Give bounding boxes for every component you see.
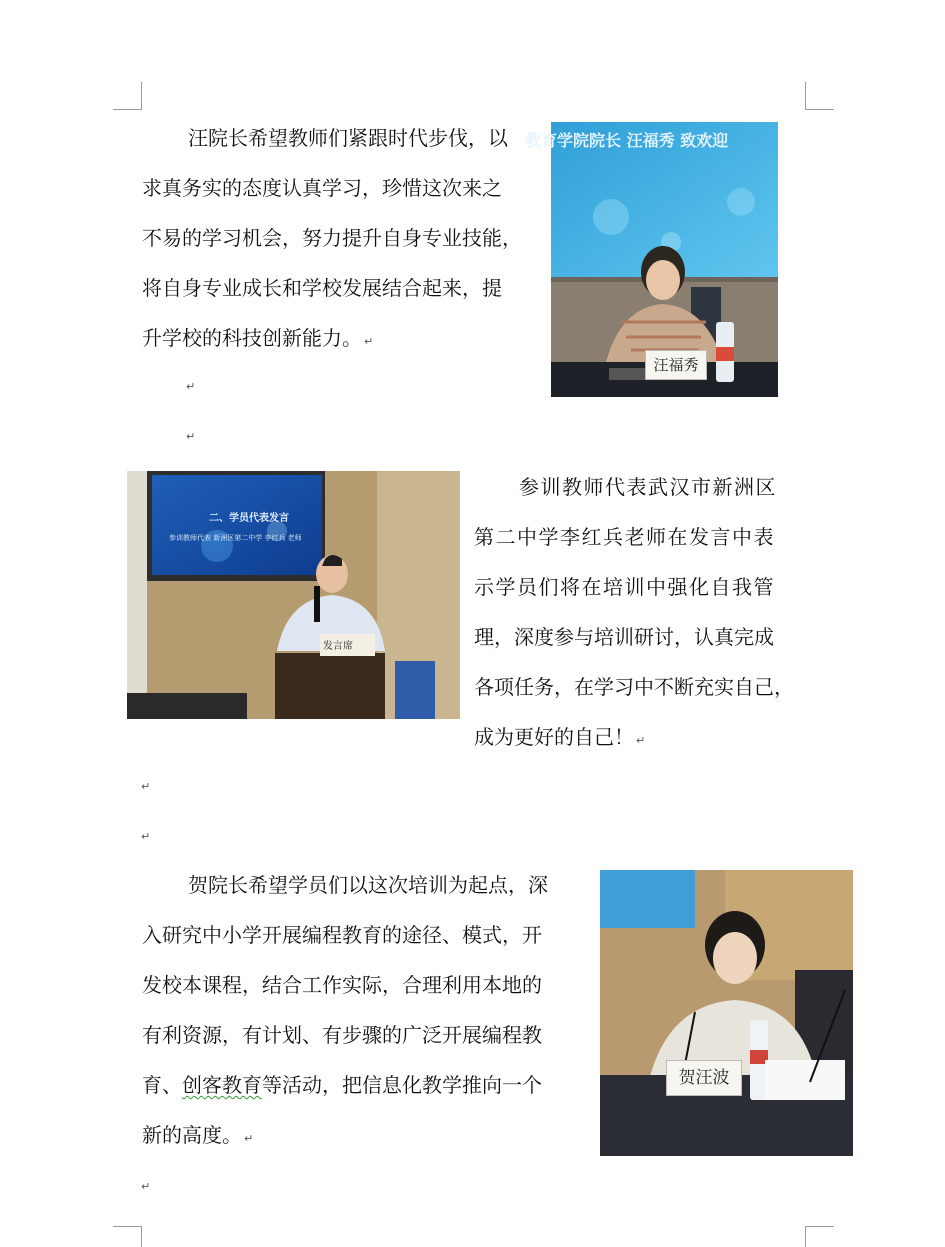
s2-line-5: 各项任务，在学习中不断充实自己， [474, 675, 794, 699]
s1-line-3: 不易的学习机会，努力提升自身专业技能， [142, 226, 522, 250]
s3-line-5-a: 育、 [142, 1073, 182, 1097]
s2-line-4: 理，深度参与培训研讨，认真完成 [474, 625, 774, 649]
crop-mark-top-left [113, 82, 142, 110]
empty-paragraph-2: ↵ [186, 430, 196, 443]
slide-subtitle: 参训教师代表 新洲区第二中学 李红兵 老师 [169, 534, 302, 542]
s3-line-2: 入研究中小学开展编程教育的途径、模式，开 [142, 923, 542, 947]
s3-line-3: 发校本课程，结合工作实际，合理利用本地的 [142, 973, 542, 997]
photo-li-hongbing [127, 471, 460, 719]
s2-line-2: 第二中学李红兵老师在发言中表 [474, 525, 775, 549]
photo-wang-fuxiu [525, 122, 778, 397]
spellcheck-underlined-text: 创客教育 [182, 1073, 262, 1097]
s1-line-1: 汪院长希望教师们紧跟时代步伐，以 [188, 126, 508, 150]
s3-line-5-c: 等活动，把信息化教学推向一个 [262, 1073, 542, 1097]
paragraph-mark: ↵ [636, 734, 646, 747]
s3-line-6 [142, 1110, 253, 1164]
s3-line-5 [142, 1060, 542, 1110]
slide-title: 二、学员代表发言 [209, 513, 289, 524]
podium-sign: 发言席 [323, 641, 353, 652]
s3-line-1: 贺院长希望学员们以这次培训为起点，深 [188, 873, 548, 897]
s3-line-4: 有利资源，有计划、有步骤的广泛开展编程教 [142, 1023, 542, 1047]
crop-mark-bottom-right [805, 1226, 834, 1247]
photo-he-wangbo-image [600, 870, 853, 1156]
s1-line-2: 求真务实的态度认真学习，珍惜这次来之 [142, 176, 502, 200]
crop-mark-bottom-left [113, 1226, 142, 1247]
paragraph-mark: ↵ [244, 1132, 254, 1145]
paragraph-mark: ↵ [364, 335, 374, 348]
empty-paragraph-4: ↵ [141, 830, 151, 843]
s1-line-5 [142, 313, 373, 367]
nameplate-wang-fuxiu: 汪福秀 [645, 350, 707, 380]
empty-paragraph-3: ↵ [141, 780, 151, 793]
s2-line-1: 参训教师代表武汉市新洲区 [519, 475, 777, 499]
photo-he-wangbo [600, 870, 853, 1156]
empty-paragraph-5: ↵ [141, 1180, 151, 1193]
s3-line-6-text: 新的高度。 [142, 1123, 242, 1147]
s2-line-3: 示学员们将在培训中强化自我管 [474, 575, 775, 599]
nameplate-he-wangbo: 贺汪波 [666, 1060, 742, 1096]
crop-mark-top-right [805, 82, 834, 110]
s1-line-5-text: 升学校的科技创新能力。 [142, 326, 362, 350]
s2-line-6-text: 成为更好的自己！ [474, 725, 634, 749]
photo-banner-text: 教育学院院长 汪福秀 致欢迎 [525, 131, 729, 150]
s1-line-4: 将自身专业成长和学校发展结合起来，提 [142, 276, 502, 300]
empty-paragraph-1: ↵ [186, 380, 196, 393]
s2-line-6 [474, 712, 645, 766]
photo-li-hongbing-image [127, 471, 460, 719]
